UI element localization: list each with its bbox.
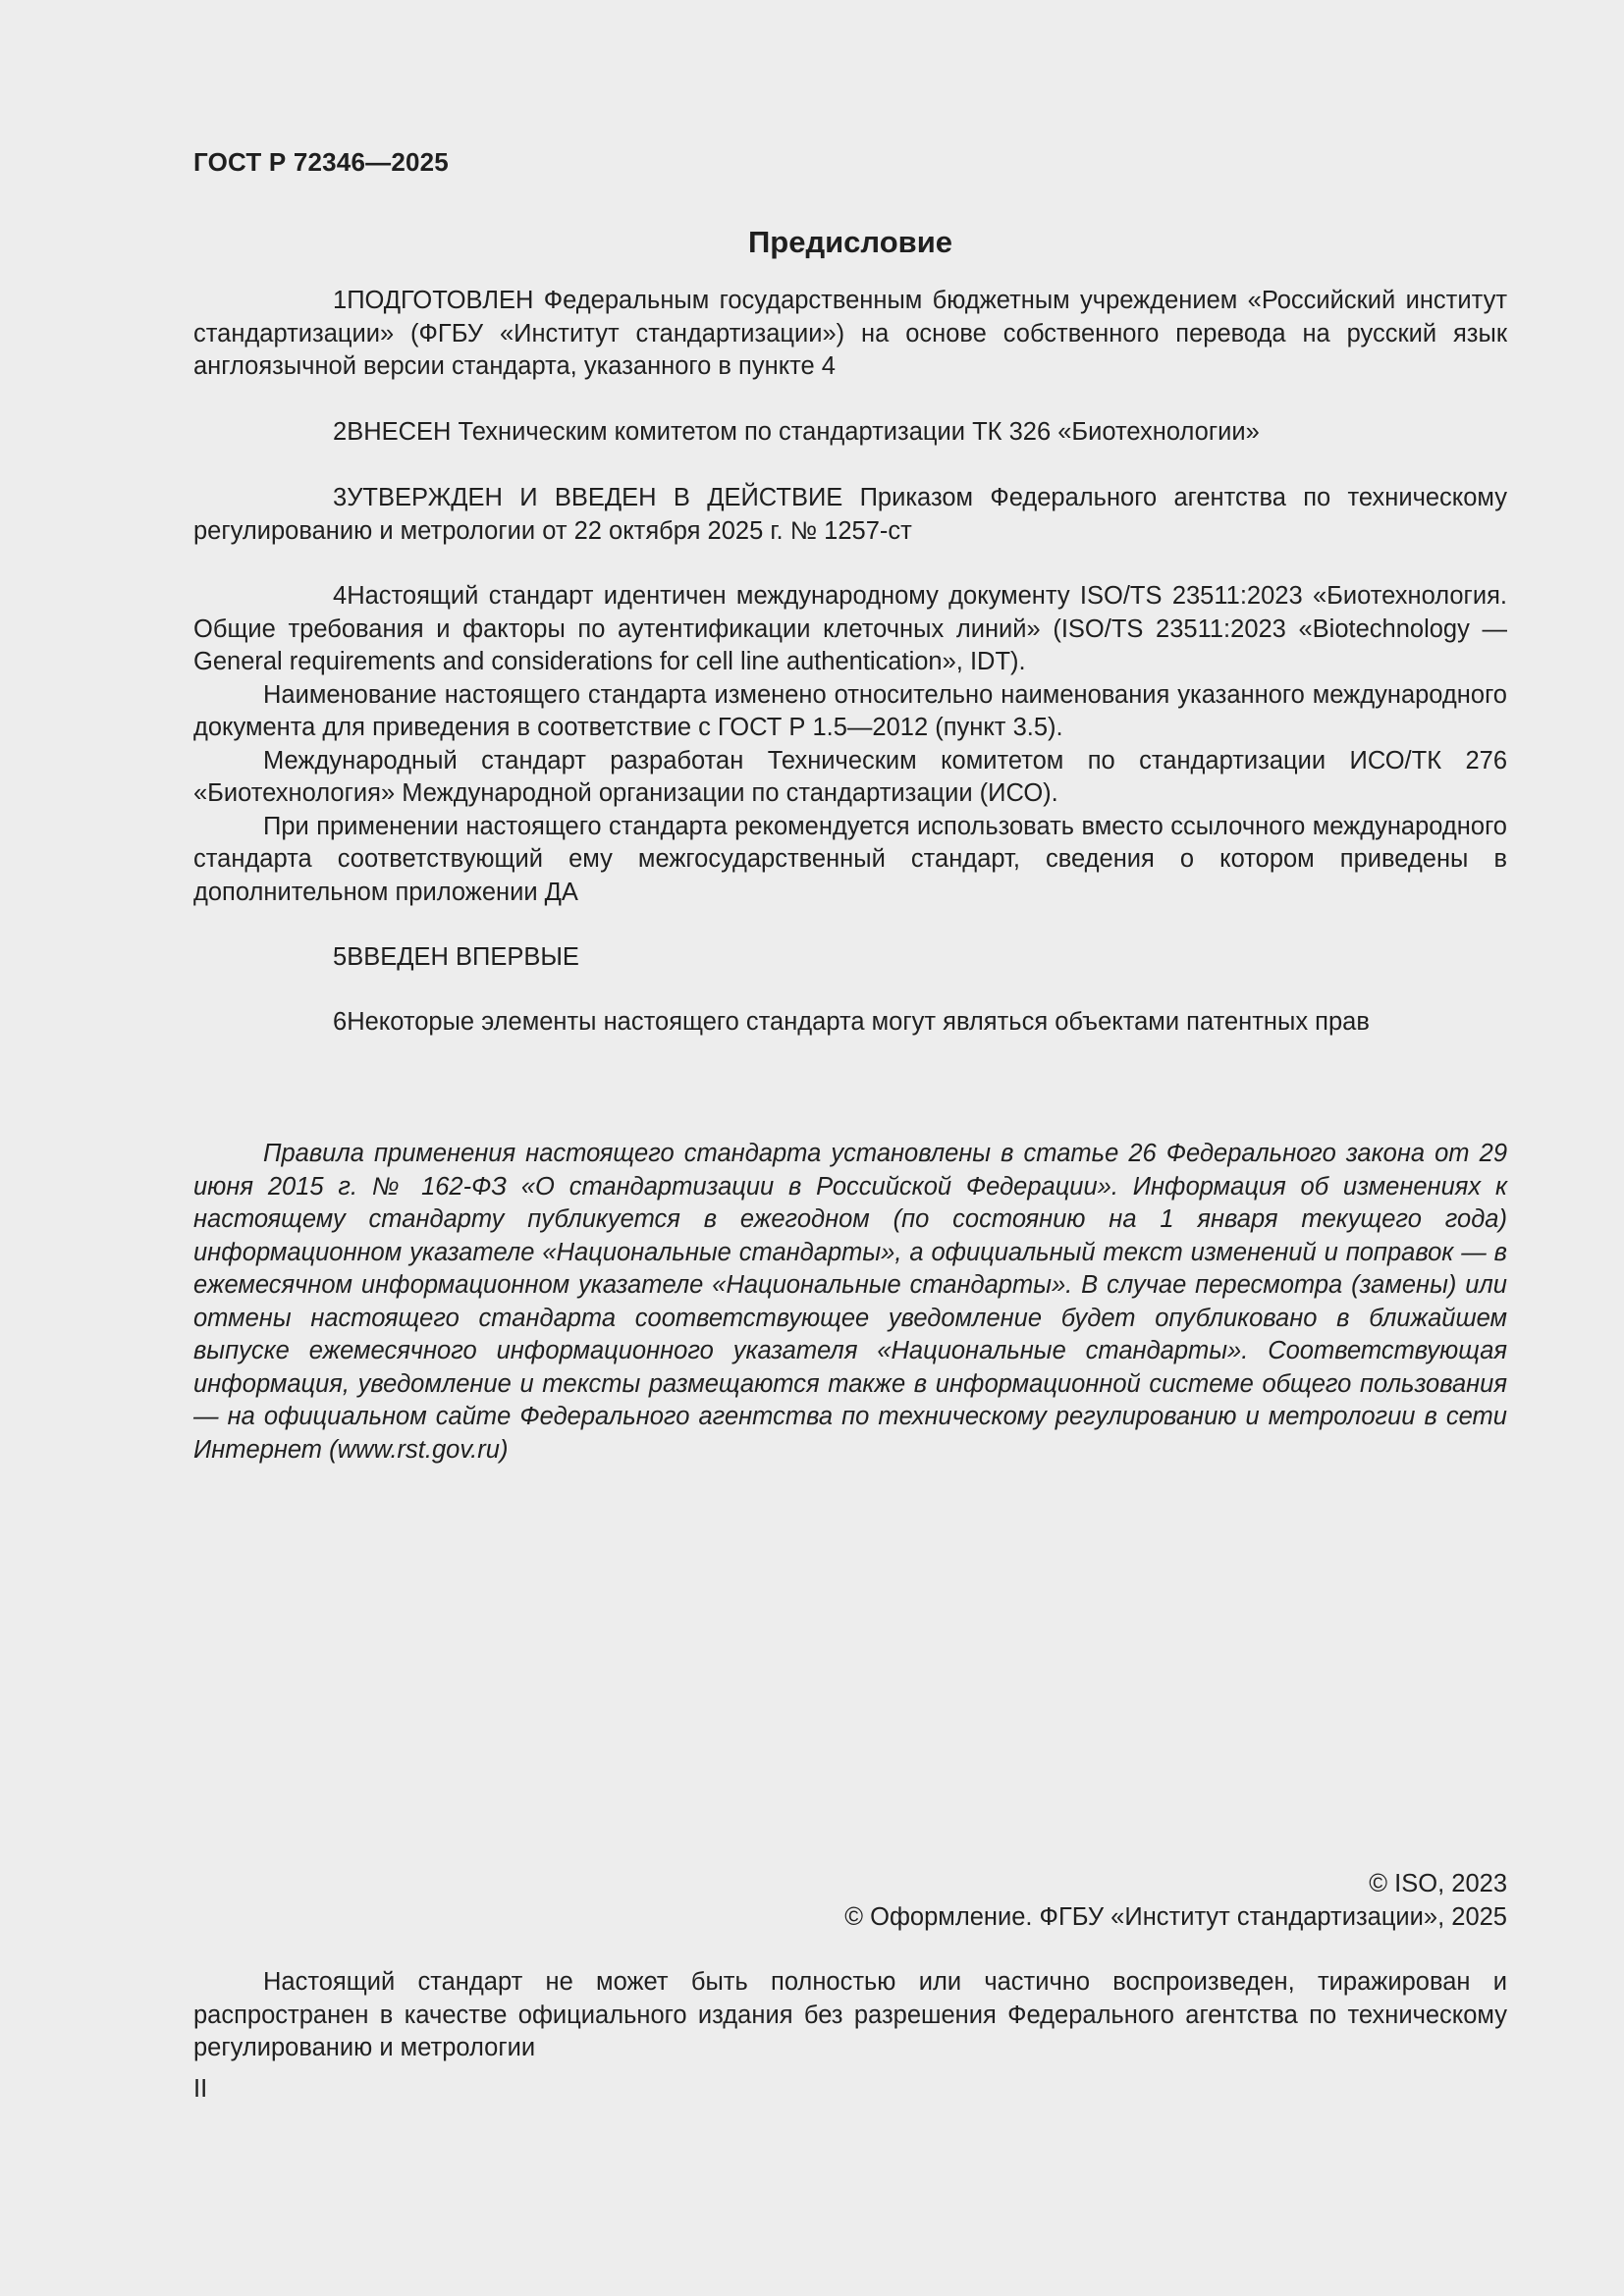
copyright-block [844,1868,1507,1934]
preface-item-1 [193,285,1507,384]
reproduction-notice [193,1966,1507,2065]
item-text: ПОДГОТОВЛЕН Федеральным государственным бюджетным учреждением «Российский институт стандартизации» (ФГБУ «Институт стандартизации») на основе собственного перевода на русский язык англоязычной версии стандарта, указанного в пункте 4 [193,287,1507,380]
preface-item-3 [193,482,1507,548]
item-number: 4 [333,582,348,610]
item-number: 6 [333,1008,348,1036]
item-number: 5 [333,943,348,971]
reproduction-notice-text: Настоящий стандарт не может быть полностью или частично воспроизведен, тиражирован и распространен в качестве официального издания без разрешения Федерального агентства по техническому регулированию и метрологии [193,1968,1507,2061]
document-page [193,0,1507,2296]
preface-item-2 [193,416,1507,450]
preface-item-5 [193,941,1507,975]
rules-notice-text: Правила применения настоящего стандарта установлены в статье 26 Федерального закона от 29 июня 2015 г. № 162-ФЗ «О стандартизации в Российской Федерации». Информация об изменениях к настоящему стандарту публикуется в ежегодном (по состоянию на 1 января текущего года) информационном указателе «Национальные стандарты», а официальный текст изменений и поправок — в ежемесячном информационном указателе «Национальные стандарты». В случае пересмотра (замены) или отмены настоящего стандарта соответствующее уведомление будет опубликовано в ближайшем выпуске ежемесячного информационного указателя «Национальные стандарты». Соответствующая информация, уведомление и тексты размещаются также в информационной системе общего пользования — на официальном сайте Федерального агентства по техническому регулированию и метрологии в сети Интернет (www.rst.gov.ru) [193,1140,1507,1464]
item-text: ВВЕДЕН ВПЕРВЫЕ [347,943,579,971]
preface-item-4 [193,580,1507,909]
item-paragraph: Международный стандарт разработан Техническим комитетом по стандартизации ИСО/ТК 276 «Биотехнология» Международной организации по стандартизации (ИСО). [193,746,1507,807]
item-text: Настоящий стандарт идентичен международному документу ISO/TS 23511:2023 «Биотехнология. Общие требования и факторы по аутентификации клеточных линий» (ISO/TS 23511:2023 «Biotechnology — General requirements and considerations for cell line authentication», IDT). [193,582,1507,675]
item-paragraph: При применении настоящего стандарта рекомендуется использовать вместо ссылочного международного стандарта соответствующий ему межгосударственный стандарт, сведения о котором приведены в дополнительном приложении ДА [193,812,1507,906]
copyright-design: © Оформление. ФГБУ «Институт стандартизации», 2025 [844,1902,1507,1931]
item-paragraph: Наименование настоящего стандарта изменено относительно наименования указанного международного документа для приведения в соответствие с ГОСТ Р 1.5—2012 (пункт 3.5). [193,680,1507,741]
item-number: 3 [333,484,348,511]
document-code: ГОСТ Р 72346—2025 [193,147,449,177]
item-number: 1 [333,287,348,314]
item-text: Некоторые элементы настоящего стандарта могут являться объектами патентных прав [347,1008,1370,1036]
page-title: Предисловие [747,225,952,259]
rules-notice [193,1138,1507,1467]
item-text: ВНЕСЕН Техническим комитетом по стандартизации ТК 326 «Биотехнологии» [347,418,1260,446]
copyright-iso: © ISO, 2023 [1369,1870,1507,1897]
page-number: II [193,2075,208,2103]
item-number: 2 [333,418,348,446]
preface-item-6 [193,1006,1507,1040]
item-text: УТВЕРЖДЕН И ВВЕДЕН В ДЕЙСТВИЕ Приказом Федерального агентства по техническому регулированию и метрологии от 22 октября 2025 г. № 1257-ст [193,484,1507,545]
